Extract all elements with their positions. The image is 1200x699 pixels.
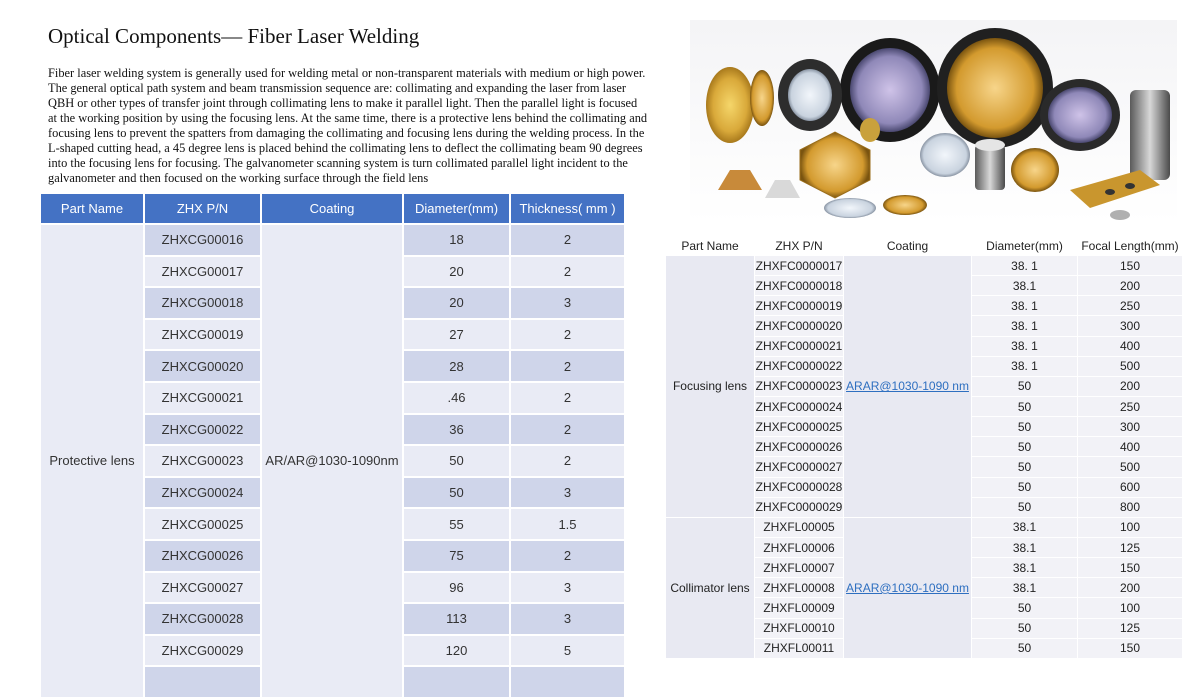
table-header-row <box>666 236 1182 255</box>
pn-cell: ZHXFL00010 <box>755 619 843 638</box>
pn-cell: ZHXFC0000029 <box>755 498 843 517</box>
diameter-cell: 38. 1 <box>972 256 1077 275</box>
table-row <box>41 225 624 255</box>
focal-length-cell: 150 <box>1078 256 1182 275</box>
diameter-cell: 38. 1 <box>972 296 1077 315</box>
col-header-coating: Coating <box>844 236 971 255</box>
pn-cell: ZHXCG00027 <box>145 573 260 603</box>
optical-components-photo <box>690 20 1177 223</box>
thickness-cell: 3 <box>511 288 624 318</box>
col-header-thickness: Thickness( mm ) <box>511 194 624 223</box>
diameter-cell: 50 <box>972 377 1077 396</box>
focusing-collimator-lens-table <box>665 235 1183 659</box>
thickness-cell: 3 <box>511 604 624 634</box>
part-name-cell: Protective lens <box>41 225 143 697</box>
pn-cell: ZHXFC0000018 <box>755 276 843 295</box>
pn-cell: ZHXCG00025 <box>145 509 260 539</box>
diameter-cell: 36 <box>404 415 509 445</box>
coating-link[interactable]: ARAR@1030-1090 nm <box>846 580 969 595</box>
diameter-cell: 38. 1 <box>972 357 1077 376</box>
thickness-cell: 3 <box>511 573 624 603</box>
focal-length-cell: 800 <box>1078 498 1182 517</box>
diameter-cell: 20 <box>404 288 509 318</box>
col-header-diameter: Diameter(mm) <box>404 194 509 223</box>
coating-cell: AR/AR@1030-1090nm <box>262 225 402 697</box>
coating-cell <box>844 518 971 658</box>
pn-cell: ZHXFL00006 <box>755 538 843 557</box>
focal-length-cell: 125 <box>1078 538 1182 557</box>
diameter-cell: 18 <box>404 225 509 255</box>
pn-cell: ZHXFC0000022 <box>755 357 843 376</box>
pn-cell: ZHXFC0000028 <box>755 478 843 497</box>
focal-length-cell: 250 <box>1078 296 1182 315</box>
pn-cell: ZHXCG00028 <box>145 604 260 634</box>
thickness-cell: 2 <box>511 383 624 413</box>
diameter-cell: 50 <box>972 417 1077 436</box>
coating-cell <box>844 256 971 517</box>
diameter-cell: 50 <box>972 437 1077 456</box>
pn-cell: ZHXCG00022 <box>145 415 260 445</box>
focal-length-cell: 150 <box>1078 639 1182 658</box>
pn-cell: ZHXCG00018 <box>145 288 260 318</box>
diameter-cell: 50 <box>972 498 1077 517</box>
pn-cell: ZHXCG00019 <box>145 320 260 350</box>
pn-cell: ZHXFL00005 <box>755 518 843 537</box>
pn-cell: ZHXFL00009 <box>755 598 843 617</box>
pn-cell: ZHXFC0000025 <box>755 417 843 436</box>
diameter-cell: 38.1 <box>972 276 1077 295</box>
diameter-cell: 50 <box>972 598 1077 617</box>
pn-cell: ZHXCG00024 <box>145 478 260 508</box>
protective-lens-table <box>39 192 626 699</box>
focal-length-cell: 200 <box>1078 578 1182 597</box>
col-header-coating: Coating <box>262 194 402 223</box>
pn-cell: ZHXFL00007 <box>755 558 843 577</box>
diameter-cell: 38.1 <box>972 578 1077 597</box>
intro-paragraph: Fiber laser welding system is generally used for welding metal or non-transparent materials with medium or high power. The general optical path system and beam transmission sequence are: collimating and expanding the laser from laser QBH or other types of transfer joint through collimating lens to make it parallel light. Then the parallel light is focused at the working position by using the focusing lens. At the same time, there is a protective lens behind the collimating and focusing lens to prevent the spatters from damaging the collimating and focusing lens during the welding process. In the L-shaped cutting head, a 45 degree lens is placed behind the collimating lens to deflect the collimating beam 90 degrees into the focusing lens for focusing. The galvanometer scanning system is turn collimated parallel light incident to the galvanometer and then focused on the working surface through the field lens <box>48 66 648 185</box>
diameter-cell: 75 <box>404 541 509 571</box>
diameter-cell: 50 <box>972 478 1077 497</box>
pn-cell <box>145 667 260 697</box>
diameter-cell: 38. 1 <box>972 337 1077 356</box>
diameter-cell: 50 <box>972 397 1077 416</box>
diameter-cell: 27 <box>404 320 509 350</box>
pn-cell: ZHXCG00021 <box>145 383 260 413</box>
diameter-cell: 113 <box>404 604 509 634</box>
diameter-cell: 20 <box>404 257 509 287</box>
col-header-part-name: Part Name <box>666 236 754 255</box>
part-name-cell: Collimator lens <box>666 518 754 658</box>
diameter-cell <box>404 667 509 697</box>
diameter-cell: 50 <box>404 446 509 476</box>
pn-cell: ZHXFC0000017 <box>755 256 843 275</box>
thickness-cell: 2 <box>511 351 624 381</box>
thickness-cell <box>511 667 624 697</box>
diameter-cell: 50 <box>972 639 1077 658</box>
focal-length-cell: 125 <box>1078 619 1182 638</box>
focal-length-cell: 500 <box>1078 357 1182 376</box>
focal-length-cell: 100 <box>1078 598 1182 617</box>
diameter-cell: 38.1 <box>972 518 1077 537</box>
part-name-cell: Focusing lens <box>666 256 754 517</box>
pn-cell: ZHXCG00029 <box>145 636 260 666</box>
pn-cell: ZHXFC0000021 <box>755 337 843 356</box>
pn-cell: ZHXFC0000024 <box>755 397 843 416</box>
diameter-cell: .46 <box>404 383 509 413</box>
diameter-cell: 50 <box>404 478 509 508</box>
focal-length-cell: 150 <box>1078 558 1182 577</box>
focal-length-cell: 300 <box>1078 316 1182 335</box>
focal-length-cell: 500 <box>1078 457 1182 476</box>
pn-cell: ZHXFC0000026 <box>755 437 843 456</box>
focal-length-cell: 200 <box>1078 377 1182 396</box>
table-header-row <box>41 194 624 223</box>
thickness-cell: 2 <box>511 446 624 476</box>
thickness-cell: 5 <box>511 636 624 666</box>
diameter-cell: 38.1 <box>972 538 1077 557</box>
pn-cell: ZHXCG00017 <box>145 257 260 287</box>
pn-cell: ZHXFC0000020 <box>755 316 843 335</box>
thickness-cell: 2 <box>511 257 624 287</box>
thickness-cell: 1.5 <box>511 509 624 539</box>
diameter-cell: 38.1 <box>972 558 1077 577</box>
thickness-cell: 2 <box>511 415 624 445</box>
pn-cell: ZHXFL00008 <box>755 578 843 597</box>
pn-cell: ZHXCG00020 <box>145 351 260 381</box>
focal-length-cell: 300 <box>1078 417 1182 436</box>
col-header-focal-length: Focal Length(mm) <box>1078 236 1182 255</box>
pn-cell: ZHXFL00011 <box>755 639 843 658</box>
col-header-pn: ZHX P/N <box>145 194 260 223</box>
table-row <box>666 256 1182 275</box>
focal-length-cell: 100 <box>1078 518 1182 537</box>
focal-length-cell: 400 <box>1078 337 1182 356</box>
pn-cell: ZHXFC0000027 <box>755 457 843 476</box>
col-header-pn: ZHX P/N <box>755 236 843 255</box>
diameter-cell: 120 <box>404 636 509 666</box>
pn-cell: ZHXFC0000019 <box>755 296 843 315</box>
thickness-cell: 2 <box>511 541 624 571</box>
pn-cell: ZHXCG00016 <box>145 225 260 255</box>
thickness-cell: 2 <box>511 320 624 350</box>
col-header-part-name: Part Name <box>41 194 143 223</box>
pn-cell: ZHXCG00023 <box>145 446 260 476</box>
thickness-cell: 3 <box>511 478 624 508</box>
focal-length-cell: 200 <box>1078 276 1182 295</box>
col-header-diameter: Diameter(mm) <box>972 236 1077 255</box>
page-title: Optical Components— Fiber Laser Welding <box>48 24 420 48</box>
focal-length-cell: 400 <box>1078 437 1182 456</box>
pn-cell: ZHXCG00026 <box>145 541 260 571</box>
diameter-cell: 50 <box>972 457 1077 476</box>
diameter-cell: 28 <box>404 351 509 381</box>
diameter-cell: 96 <box>404 573 509 603</box>
diameter-cell: 38. 1 <box>972 316 1077 335</box>
table-row <box>666 518 1182 537</box>
diameter-cell: 50 <box>972 619 1077 638</box>
thickness-cell: 2 <box>511 225 624 255</box>
coating-link[interactable]: ARAR@1030-1090 nm <box>846 379 969 394</box>
focal-length-cell: 600 <box>1078 478 1182 497</box>
pn-cell: ZHXFC0000023 <box>755 377 843 396</box>
focal-length-cell: 250 <box>1078 397 1182 416</box>
diameter-cell: 55 <box>404 509 509 539</box>
